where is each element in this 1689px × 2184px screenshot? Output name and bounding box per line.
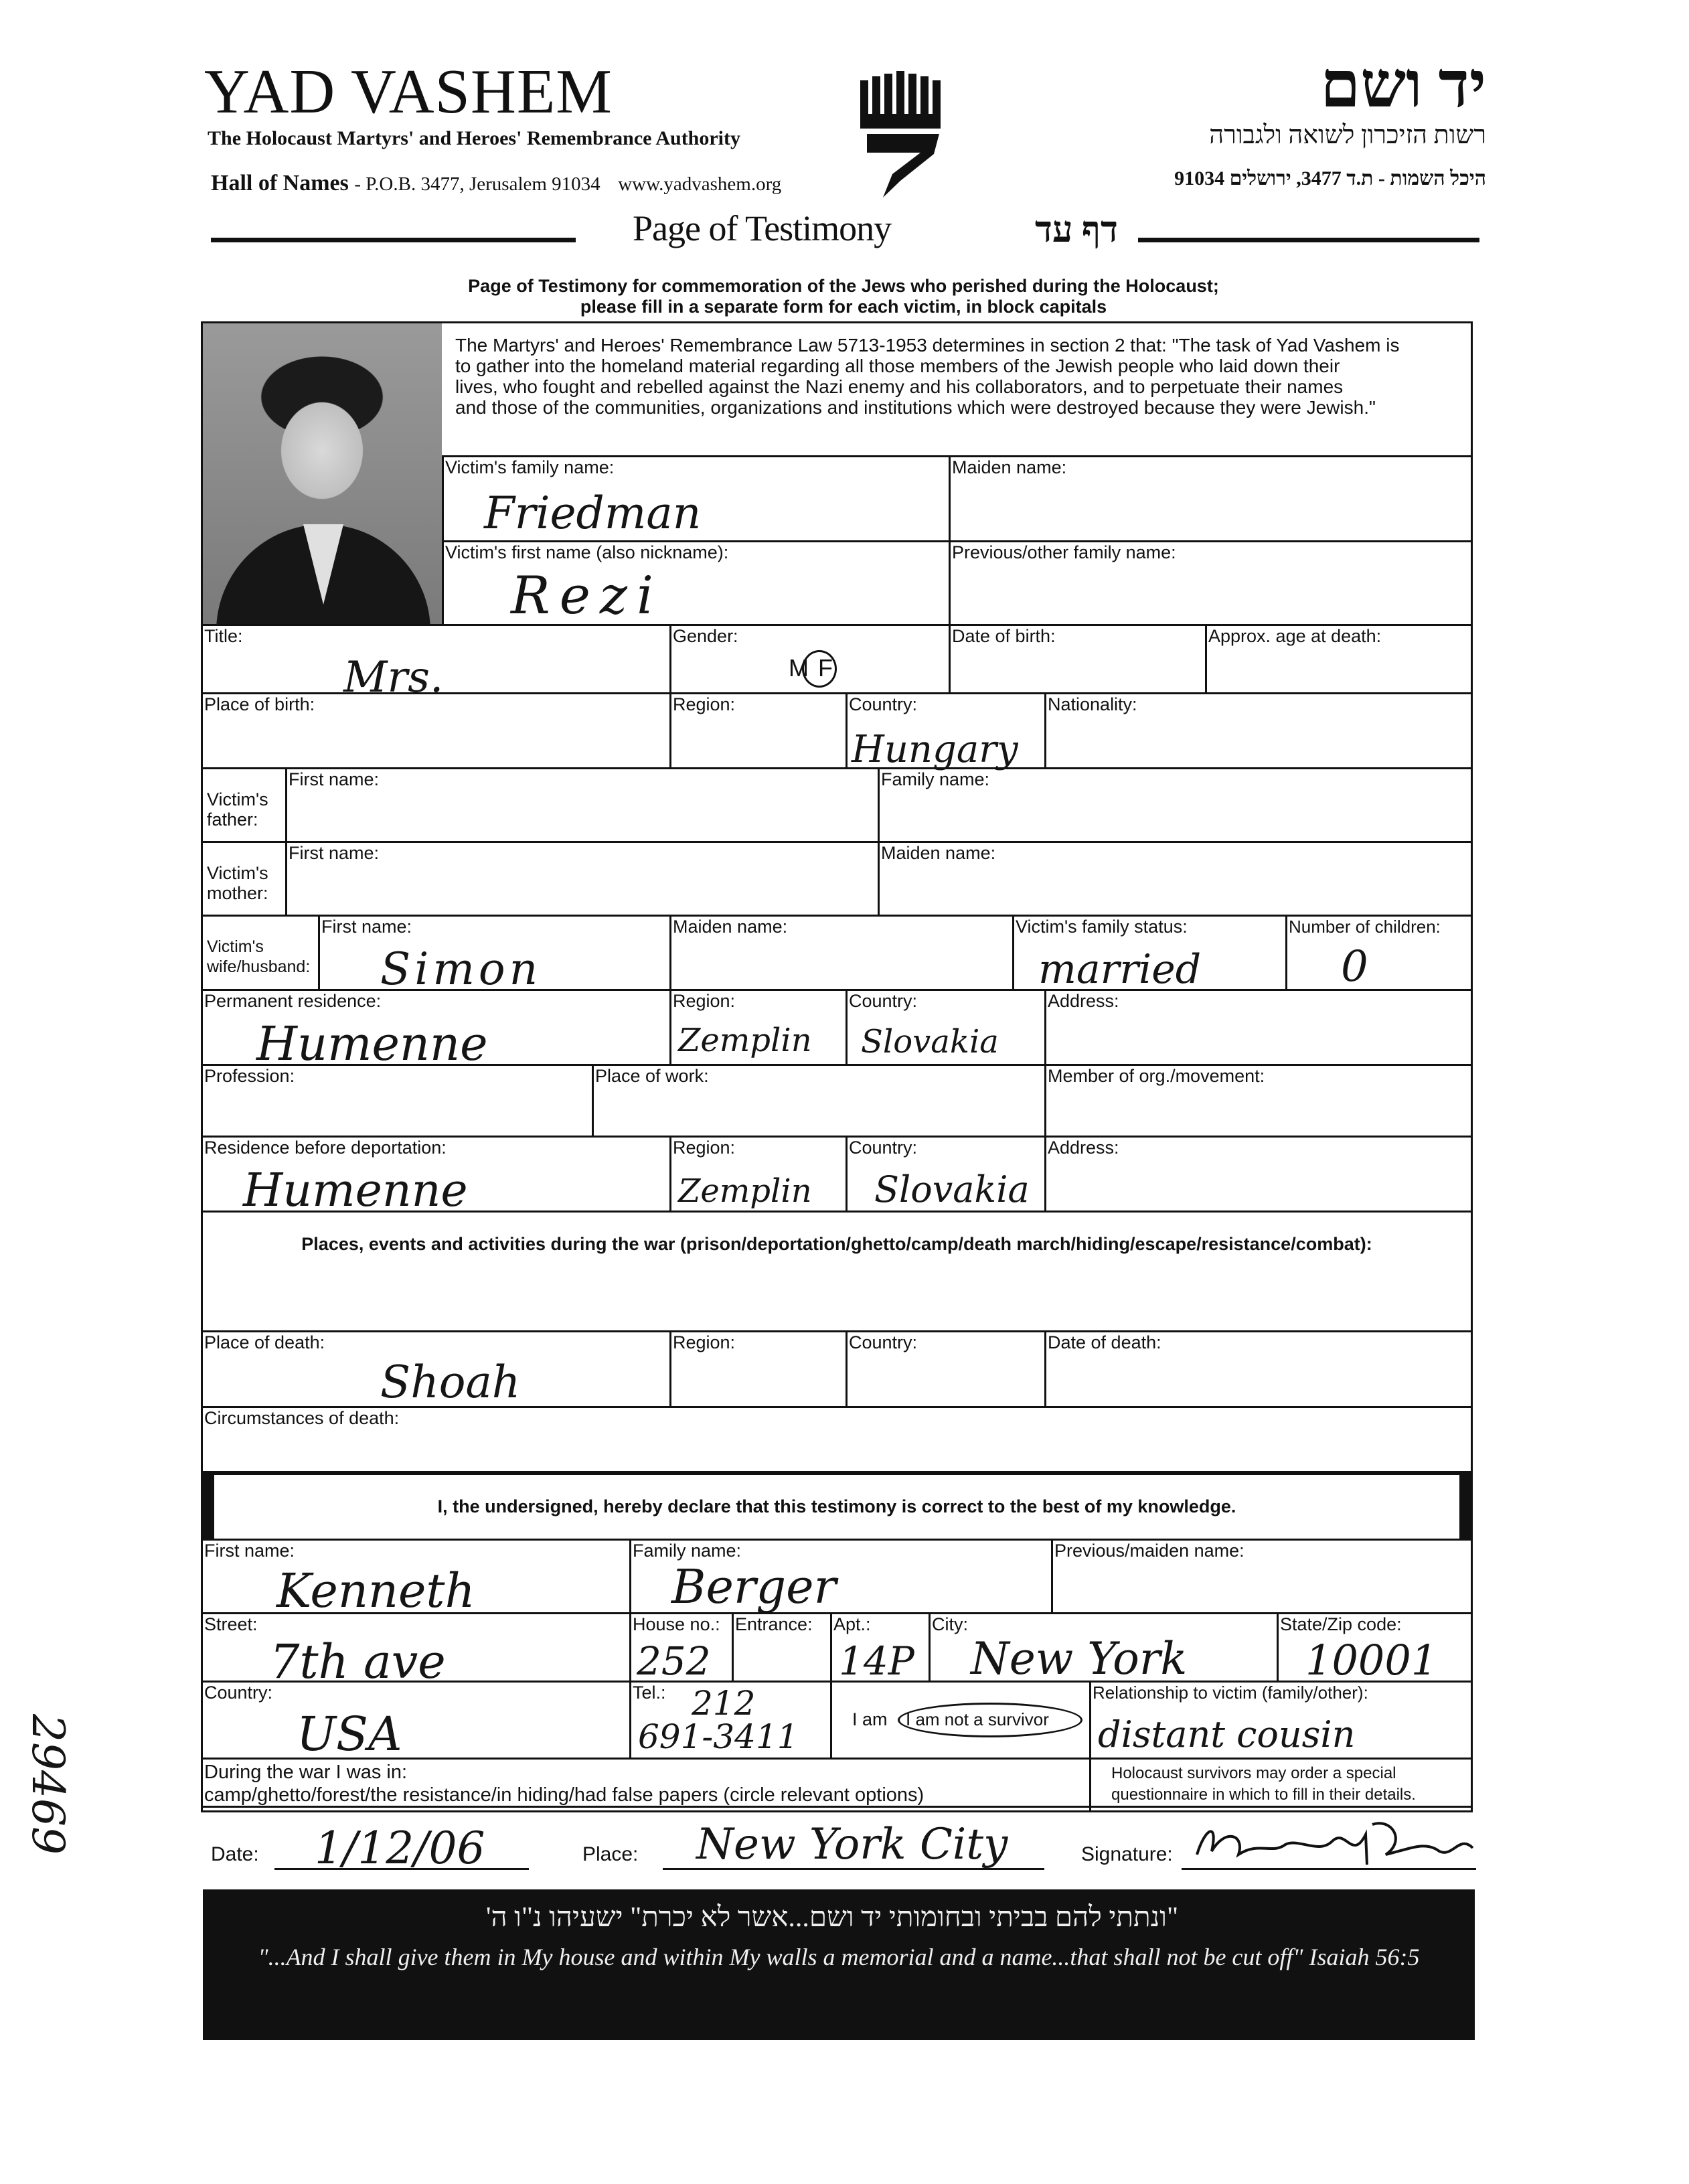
state-zip-field[interactable]: [1277, 1612, 1473, 1683]
permanent-region-value: Zemplin: [678, 1022, 812, 1059]
survivor-note-2: questionnaire in which to fill in their details.: [1111, 1786, 1416, 1804]
family-status-value: married: [1038, 946, 1202, 993]
birth-region-field[interactable]: [669, 692, 848, 769]
first-name-value: Rezi: [511, 566, 663, 626]
war-status-field[interactable]: [201, 1758, 1091, 1812]
member-org-label: Member of org./movement:: [1048, 1066, 1265, 1086]
declaration-bar: [201, 1473, 1473, 1539]
date-of-death-label: Date of death:: [1048, 1332, 1161, 1352]
house-no-field[interactable]: [629, 1612, 734, 1683]
survivor-note-1: Holocaust survivors may order a special: [1111, 1764, 1396, 1782]
place-of-death-field[interactable]: [201, 1330, 671, 1408]
hall-of-names-address: - P.O.B. 3477, Jerusalem 91034: [354, 173, 600, 195]
father-family-name-label: Family name:: [881, 769, 990, 789]
title-value: Mrs.: [343, 653, 444, 702]
spouse-row-label: Victim's wife/husband:: [207, 937, 311, 976]
deportation-country-value: Slovakia: [874, 1168, 1030, 1211]
permanent-address-field[interactable]: [1044, 989, 1473, 1066]
approx-age-label: Approx. age at death:: [1208, 626, 1382, 646]
tel-label: Tel.:: [633, 1683, 666, 1703]
place-label: Place:: [582, 1843, 639, 1865]
birth-country-value: Hungary: [852, 728, 1018, 771]
street-label: Street:: [204, 1614, 258, 1634]
org-name-he: יד ושם: [1320, 49, 1486, 121]
permanent-country-value: Slovakia: [861, 1023, 999, 1061]
permanent-residence-label: Permanent residence:: [204, 991, 382, 1011]
house-no-label: House no.:: [633, 1614, 720, 1634]
hall-of-names-title: Hall of Names: [211, 171, 349, 196]
victim-photo: [203, 323, 442, 626]
war-events-field[interactable]: [201, 1211, 1473, 1332]
deportation-country-field[interactable]: [846, 1136, 1046, 1213]
father-family-name-field[interactable]: [878, 767, 1473, 843]
nationality-field[interactable]: [1044, 692, 1473, 769]
place-of-work-label: Place of work:: [595, 1066, 709, 1086]
death-region-label: Region:: [673, 1332, 736, 1352]
apt-field[interactable]: [830, 1612, 931, 1683]
nationality-label: Nationality:: [1048, 694, 1137, 714]
death-region-field[interactable]: [669, 1330, 848, 1408]
mother-row-label: Victim's mother:: [207, 863, 268, 903]
previous-family-name-label: Previous/other family name:: [952, 542, 1176, 562]
profession-field[interactable]: [201, 1064, 594, 1138]
relationship-value: distant cousin: [1098, 1713, 1356, 1756]
number-of-children-label: Number of children:: [1289, 917, 1441, 937]
house-no-value: 252: [637, 1638, 711, 1684]
permanent-address-label: Address:: [1048, 991, 1119, 1011]
street-field[interactable]: [201, 1612, 631, 1689]
law-line-4: and those of the communities, organizations and institutions which were destroyed because they were Jewish.": [455, 397, 1376, 418]
street-value: 7th ave: [270, 1634, 446, 1689]
war-status-label-1: During the war I was in:: [204, 1762, 408, 1783]
spouse-row-label-cell: [201, 915, 320, 991]
date-value: 1/12/06: [315, 1822, 485, 1874]
declaration-text: I, the undersigned, hereby declare that this testimony is correct to the best of my knowledge.: [437, 1496, 1236, 1516]
signature-mark: [1192, 1814, 1479, 1875]
intro-text: [201, 276, 1486, 317]
permanent-residence-field[interactable]: [201, 989, 671, 1071]
mother-row-label-cell: [201, 841, 287, 917]
residence-before-deportation-field[interactable]: [201, 1136, 671, 1217]
number-of-children-value: 0: [1341, 942, 1368, 992]
residence-before-deportation-value: Humenne: [243, 1164, 468, 1217]
member-org-field[interactable]: [1044, 1064, 1473, 1138]
maiden-name-label: Maiden name:: [952, 457, 1067, 477]
residence-before-deportation-label: Residence before deportation:: [204, 1138, 447, 1158]
website-link[interactable]: www.yadvashem.org: [618, 173, 782, 195]
apt-label: Apt.:: [833, 1614, 871, 1634]
gender-selected-circle: [802, 650, 837, 688]
city-value: New York: [971, 1633, 1188, 1685]
relationship-label: Relationship to victim (family/other):: [1093, 1683, 1368, 1703]
family-name-value: Friedman: [484, 487, 702, 539]
family-status-label: Victim's family status:: [1016, 917, 1188, 937]
tel-field[interactable]: [629, 1681, 832, 1760]
place-of-work-field[interactable]: [592, 1064, 1046, 1138]
form-title-he: דף עד: [1035, 210, 1118, 250]
title-rule-right: [1138, 238, 1479, 242]
place-of-birth-field[interactable]: [201, 692, 671, 769]
family-name-field[interactable]: [442, 455, 951, 542]
survivor-option[interactable]: I am not a survivor: [906, 1709, 1049, 1729]
tel-value-line-2: 691-3411: [638, 1717, 799, 1756]
survivor-note-cell: [1089, 1758, 1473, 1812]
place-value: New York City: [696, 1820, 1008, 1869]
date-of-death-field[interactable]: [1044, 1330, 1473, 1408]
father-row-label: Victim's father:: [207, 789, 268, 830]
war-events-label: Places, events and activities during the war (prison/deportation/ghetto/camp/death march/hiding/escape/resistance/combat):: [301, 1234, 1372, 1254]
deportation-region-label: Region:: [673, 1138, 736, 1158]
war-status-label-2: camp/ghetto/forest/the resistance/in hiding/had false papers (circle relevant options): [204, 1784, 924, 1806]
submitter-family-name-field[interactable]: [629, 1539, 1053, 1614]
permanent-region-field[interactable]: [669, 989, 848, 1066]
submitter-first-name-field[interactable]: [201, 1539, 631, 1618]
submitter-country-value: USA: [297, 1707, 402, 1762]
yad-vashem-logo: [854, 67, 954, 201]
org-name-en: YAD VASHEM: [204, 57, 613, 127]
first-name-field[interactable]: [442, 540, 951, 626]
deportation-address-label: Address:: [1048, 1138, 1119, 1158]
number-of-children-field[interactable]: [1285, 915, 1473, 991]
submitter-previous-name-label: Previous/maiden name:: [1054, 1541, 1244, 1561]
death-country-field[interactable]: [846, 1330, 1046, 1408]
first-name-label: Victim's first name (also nickname):: [445, 542, 729, 562]
father-row-label-cell: [201, 767, 287, 843]
law-line-1: The Martyrs' and Heroes' Remembrance Law 5713-1953 determines in section 2 that: "The task of Yad Vashem is: [455, 335, 1400, 356]
mother-maiden-name-field[interactable]: [878, 841, 1473, 917]
date-of-birth-field[interactable]: [949, 624, 1207, 694]
date-label: Date:: [211, 1843, 259, 1865]
footer-quote-en: "...And I shall give them in My house and within My walls a memorial and a name...that shall not be cut off" Isaiah 56:5: [258, 1944, 1420, 1970]
city-label: City:: [932, 1614, 968, 1634]
submitter-family-name-value: Berger: [671, 1559, 837, 1614]
spouse-maiden-name-label: Maiden name:: [673, 917, 788, 937]
relationship-field[interactable]: [1089, 1681, 1473, 1760]
place-of-birth-label: Place of birth:: [204, 694, 315, 714]
org-subtitle: The Holocaust Martyrs' and Heroes' Remembrance Authority: [208, 127, 741, 149]
deportation-address-field[interactable]: [1044, 1136, 1473, 1213]
law-line-3: lives, who fought and rebelled against the Nazi enemy and his collaborators, and to perpetuate their names: [455, 376, 1344, 397]
state-zip-label: State/Zip code:: [1280, 1614, 1402, 1634]
city-field[interactable]: [929, 1612, 1279, 1683]
mother-first-name-field[interactable]: [285, 841, 880, 917]
father-first-name-label: First name:: [289, 769, 380, 789]
spouse-first-name-field[interactable]: [318, 915, 671, 995]
tel-value-line-1: 212: [692, 1684, 756, 1723]
gender-label: Gender:: [673, 626, 738, 646]
hall-of-names-he: היכל השמות - ת.ד 3477, ירושלים 91034: [1174, 167, 1486, 189]
mother-first-name-label: First name:: [289, 843, 380, 863]
profession-label: Profession:: [204, 1066, 295, 1086]
place-of-death-label: Place of death:: [204, 1332, 325, 1352]
circumstances-field[interactable]: [201, 1406, 1473, 1473]
title-label: Title:: [204, 626, 243, 646]
circumstances-label: Circumstances of death:: [204, 1408, 400, 1428]
submitter-previous-name-field[interactable]: [1051, 1539, 1473, 1614]
spouse-first-name-value: Simon: [380, 943, 542, 995]
spouse-first-name-label: First name:: [321, 917, 412, 937]
submitter-first-name-value: Kenneth: [276, 1563, 475, 1618]
permanent-residence-value: Humenne: [256, 1016, 488, 1071]
permanent-region-label: Region:: [673, 991, 736, 1011]
intro-line-2: please fill in a separate form for each victim, in block capitals: [580, 297, 1107, 317]
title-field[interactable]: [201, 624, 671, 702]
family-name-label: Victim's family name:: [445, 457, 615, 477]
family-status-field[interactable]: [1012, 915, 1287, 991]
apt-value: 14P: [839, 1638, 914, 1684]
law-line-2: to gather into the homeland material regarding all those members of the Jewish people who laid down their: [455, 356, 1340, 376]
form-title: Page of Testimony: [633, 208, 892, 248]
father-first-name-field[interactable]: [285, 767, 880, 843]
footer-banner: [203, 1889, 1475, 2040]
entrance-label: Entrance:: [735, 1614, 813, 1634]
place-of-death-value: Shoah: [380, 1356, 521, 1408]
margin-number: 29469: [22, 1714, 74, 1855]
date-of-birth-label: Date of birth:: [952, 626, 1056, 646]
permanent-country-label: Country:: [849, 991, 918, 1011]
title-rule-left: [211, 238, 576, 242]
entrance-field[interactable]: [732, 1612, 832, 1683]
submitter-first-name-label: First name:: [204, 1541, 295, 1561]
birth-region-label: Region:: [673, 694, 736, 714]
death-country-label: Country:: [849, 1332, 918, 1352]
signature-label: Signature:: [1081, 1843, 1173, 1865]
deportation-region-value: Zemplin: [678, 1172, 812, 1210]
birth-country-label: Country:: [849, 694, 918, 714]
org-subtitle-he: רשות הזיכרון לשואה ולגבורה: [1209, 121, 1486, 149]
state-zip-value: 10001: [1305, 1636, 1438, 1685]
maiden-name-field[interactable]: [949, 455, 1473, 542]
gender-options: M F: [789, 654, 834, 682]
submitter-country-field[interactable]: [201, 1681, 631, 1760]
footer-quote-he: "ונתתי להם בביתי ובחומותי יד ושם...אשר לא יכרת" ישעיהו נ"ו ה': [485, 1902, 1179, 1933]
intro-line-1: Page of Testimony for commemoration of the Jews who perished during the Holocaust;: [468, 276, 1219, 296]
permanent-country-field[interactable]: [846, 989, 1046, 1066]
spouse-maiden-name-field[interactable]: [669, 915, 1014, 991]
birth-country-field[interactable]: [846, 692, 1046, 769]
survivor-prefix: I am: [852, 1709, 888, 1729]
hall-of-names-line: [211, 171, 781, 196]
mother-maiden-name-label: Maiden name:: [881, 843, 996, 863]
submitter-country-label: Country:: [204, 1683, 273, 1703]
deportation-region-field[interactable]: [669, 1136, 848, 1213]
gender-field[interactable]: [669, 624, 951, 694]
law-text: [455, 335, 1466, 418]
submitter-family-name-label: Family name:: [633, 1541, 742, 1561]
approx-age-field[interactable]: [1205, 624, 1473, 694]
survivor-status-field[interactable]: [830, 1681, 1091, 1760]
previous-family-name-field[interactable]: [949, 540, 1473, 626]
survivor-option-circle: [898, 1703, 1082, 1737]
deportation-country-label: Country:: [849, 1138, 918, 1158]
